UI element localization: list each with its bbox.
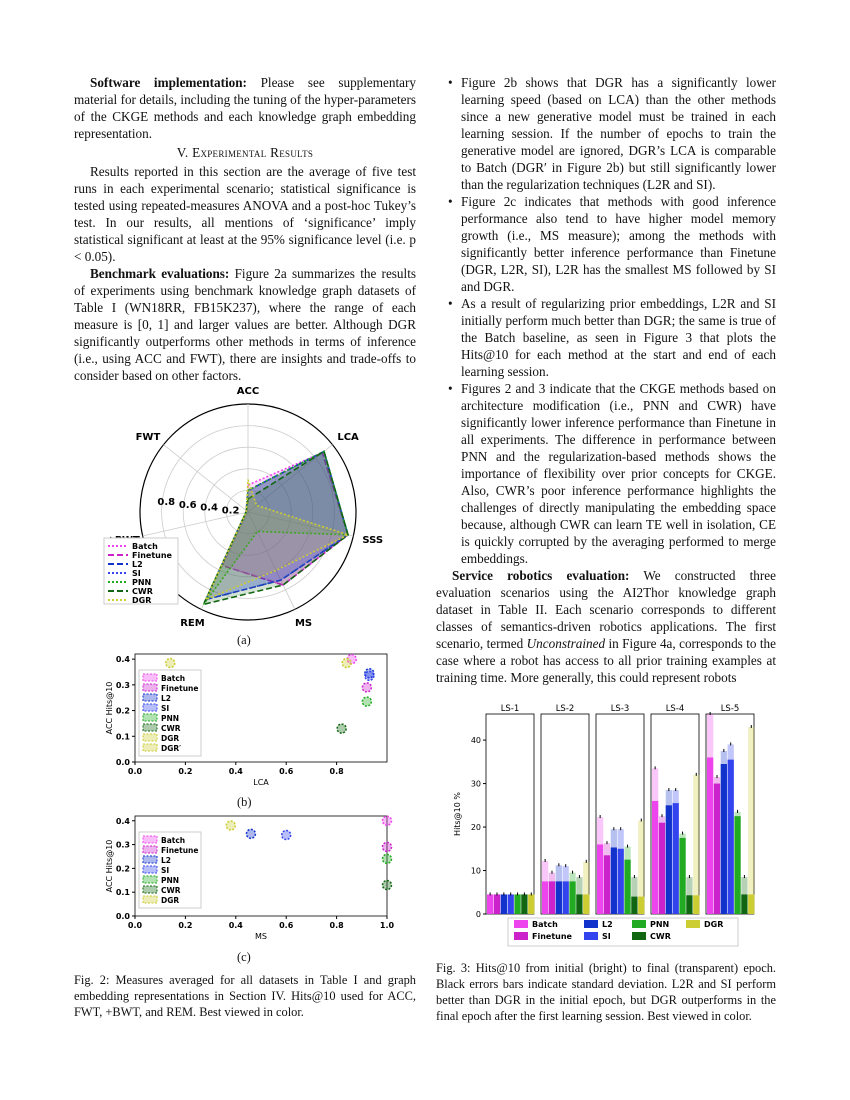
legend-swatch — [632, 920, 646, 928]
legend-label: CWR — [161, 886, 181, 895]
bar-final-si — [728, 760, 734, 914]
bar-final-dgr — [583, 894, 589, 914]
y-tick-label: 0.4 — [115, 816, 130, 826]
radar-axis-label: SSS — [362, 535, 384, 547]
radar-axis-label: MS — [294, 617, 313, 629]
fig2a-label: (a) — [237, 633, 251, 647]
bar-final-l2 — [556, 881, 562, 914]
radar-axis-label: REM — [180, 617, 205, 629]
radar-chart — [100, 370, 400, 632]
scatter-point-si — [365, 671, 374, 680]
radar-tick-label: 0.8 — [157, 497, 176, 509]
legend-label: SI — [161, 704, 170, 713]
bar-final-finetune — [494, 894, 500, 914]
robotics-paragraph — [436, 567, 776, 686]
x-tick-label: 0.8 — [329, 767, 344, 776]
fig3-caption: Fig. 3: Hits@10 from initial (bright) to final (transparent) epoch. Black errors bars indicate standard deviation. L2R and SI perform better than DGR in the initial epoch, but DGR outperforms in the final epoch after the first learning session. Best viewed in color. — [436, 961, 776, 1023]
legend-label: L2 — [161, 694, 171, 703]
radar-axis-label: ACC — [236, 386, 260, 397]
bar-final-dgr — [693, 895, 699, 914]
bar-final-si — [618, 849, 624, 914]
legend-swatch — [514, 932, 528, 940]
y-tick-label: 0.3 — [115, 680, 130, 690]
legend-label: PNN — [161, 714, 180, 723]
bar-final-finetune — [714, 784, 720, 914]
y-tick-label: 0 — [475, 910, 481, 919]
legend-label: DGR — [704, 920, 724, 929]
legend-label: DGR′ — [161, 744, 182, 753]
x-tick-label: 0.6 — [279, 767, 294, 776]
y-tick-label: 30 — [470, 779, 481, 789]
bar-final-pnn — [734, 816, 740, 914]
y-tick-label: 40 — [470, 736, 481, 746]
bar-final-l2 — [721, 764, 727, 914]
legend-label: Batch — [132, 542, 158, 551]
bar-final-pnn — [679, 838, 685, 914]
legend-swatch — [143, 734, 157, 741]
robotics-emphasis: Unconstrained — [526, 636, 606, 651]
legend-label: SI — [602, 932, 611, 941]
bar-final-batch — [707, 757, 713, 914]
legend-label: DGR — [161, 734, 180, 743]
legend-label: Batch — [532, 920, 558, 929]
bar-final-l2 — [611, 847, 617, 914]
radar-tick-label: 0.2 — [221, 505, 240, 517]
legend-swatch — [143, 674, 157, 681]
radar-axis-label: FWT — [135, 431, 161, 443]
scatter-point-cwr — [337, 724, 346, 733]
x-tick-label: 0.0 — [127, 921, 143, 930]
legend-swatch — [143, 724, 157, 731]
bar-final-dgr — [638, 897, 644, 914]
bullet-item: • Figures 2 and 3 indicate that the CKGE methods based on architecture modification (i.e., PNN and CWR) have significantly lower inference performance than Finetune in all experiments. The difference in performance between PNN and the regularization-based methods shows the importance of flexibility over prior concepts for CKGE. Also, CWR’s poor inference performance highlights the challenges of directly manipulating the embedding space because, although CWR can learn TE well in isolation, CE is quickly corrupted by the averaging performed to merge embeddings. — [436, 380, 776, 567]
bar-final-cwr — [521, 894, 527, 914]
legend-swatch — [143, 684, 157, 691]
bar-final-cwr — [631, 897, 637, 914]
bar-chart-hits — [450, 700, 760, 950]
section-heading: V. Experimental Results — [176, 145, 314, 160]
bar-final-dgr — [748, 894, 754, 914]
benchmark-heading: Benchmark evaluations: — [90, 266, 230, 281]
legend-label: DGR — [132, 596, 152, 605]
bar-final-cwr — [576, 894, 582, 914]
panel-title: LS-4 — [665, 704, 685, 714]
panel-title: LS-3 — [610, 704, 630, 714]
y-axis-label: ACC Hits@10 — [105, 839, 114, 893]
x-tick-label: 0.8 — [329, 921, 344, 930]
y-tick-label: 0.0 — [115, 912, 130, 921]
scatter-point-finetune — [383, 842, 392, 851]
legend-label: PNN — [161, 876, 180, 885]
radar-tick-label: 0.6 — [178, 499, 197, 511]
fig2-caption: Fig. 2: Measures averaged for all datasets in Table I and graph embedding representations in Section IV. Hits@10 used for ACC, FWT, +BWT, and REM. Best viewed in color. — [74, 973, 416, 1019]
y-axis-label: ACC Hits@10 — [105, 681, 114, 735]
y-tick-label: 0.0 — [115, 758, 130, 767]
legend-swatch — [632, 932, 646, 940]
legend-swatch — [143, 714, 157, 721]
bar-final-si — [673, 803, 679, 914]
scatter-legend — [139, 832, 201, 908]
legend-label: Finetune — [532, 932, 572, 941]
legend-label: L2 — [602, 920, 613, 929]
legend-label: SI — [132, 569, 141, 578]
y-tick-label: 0.1 — [115, 732, 130, 742]
legend-swatch — [686, 920, 700, 928]
scatter-point-dgr — [342, 659, 351, 668]
x-axis-label: LCA — [253, 778, 269, 787]
bar-final-batch — [652, 801, 658, 914]
legend-swatch — [143, 694, 157, 701]
bar-final-l2 — [501, 894, 507, 914]
legend-swatch — [143, 846, 157, 853]
legend-swatch — [143, 876, 157, 883]
y-tick-label: 0.1 — [115, 888, 130, 898]
x-tick-label: 0.0 — [127, 767, 143, 776]
legend-swatch — [143, 856, 157, 863]
legend-label: PNN — [650, 920, 670, 929]
scatter-point-si — [282, 831, 291, 840]
bar-final-dgr — [528, 894, 534, 914]
bar-final-cwr — [686, 895, 692, 914]
scatter-point-pnn — [362, 697, 371, 706]
scatter-point-cwr — [383, 881, 392, 890]
scatter-chart-lca — [100, 650, 400, 790]
robotics-heading: Service robotics evaluation: — [452, 568, 630, 583]
y-tick-label: 0.2 — [115, 864, 130, 874]
legend-label: PNN — [132, 578, 152, 587]
y-tick-label: 0.2 — [115, 706, 130, 716]
radar-axis-label: LCA — [337, 431, 359, 443]
legend-label: Batch — [161, 674, 186, 683]
bar-final-l2 — [666, 805, 672, 914]
legend-label: CWR — [650, 932, 671, 941]
robotics-body: We constructed three evaluation scenarios using the AI2Thor knowledge graph dataset in Table II. Each scenario corresponds to different classes of semantics-driven robotics applications. The first scenario, termed — [436, 568, 776, 651]
bar-final-finetune — [659, 823, 665, 914]
x-tick-label: 0.4 — [228, 921, 243, 930]
bullet-item: • Figure 2c indicates that methods with good inference performance also tend to have higher model memory growth (i.e., MS measure); among the methods with significantly better inference performance than Finetune (DGR, L2R, SI), L2R has the smallest MS followed by SI and DGR. — [436, 193, 776, 295]
scatter-chart-ms — [100, 812, 400, 947]
bar-final-batch — [597, 844, 603, 914]
software-impl-body: Please see supplementary material for details, including the tuning of the hyper-parameters of the CKGE methods and each knowledge graph embedding representation. — [74, 75, 416, 141]
legend-label: L2 — [132, 560, 143, 569]
bar-final-si — [563, 881, 569, 914]
bar-initial-dgr — [748, 727, 754, 914]
right-column — [436, 74, 776, 686]
scatter-point-finetune — [362, 683, 371, 692]
bar-final-batch — [542, 881, 548, 914]
y-axis-label: Hits@10 % — [453, 792, 462, 836]
bar-legend — [508, 918, 738, 946]
x-tick-label: 0.6 — [279, 921, 294, 930]
legend-swatch — [143, 836, 157, 843]
bar-final-pnn — [624, 860, 630, 914]
legend-label: SI — [161, 866, 170, 875]
legend-label: Finetune — [161, 846, 199, 855]
panel-title: LS-1 — [500, 704, 520, 714]
legend-swatch — [143, 866, 157, 873]
benchmark-body: Figure 2a summarizes the results of experiments using benchmark knowledge graph datasets of Table I (WN18RR, FB15K237), where the range of each measure is [0, 1] and larger values are better. Although DGR significantly outperforms other methods in terms of inference (i.e., using ACC and FWT), there are insights and trade-offs to consider based on other factors. — [74, 266, 416, 383]
x-tick-label: 1.0 — [379, 921, 395, 930]
y-tick-label: 0.4 — [115, 655, 130, 665]
legend-swatch — [514, 920, 528, 928]
x-tick-label: 0.2 — [178, 767, 193, 776]
benchmark-paragraph — [74, 265, 416, 384]
legend-swatch — [143, 896, 157, 903]
bar-final-batch — [487, 894, 493, 914]
bullet-item: • Figure 2b shows that DGR has a significantly lower learning speed (based on LCA) than the other methods since a new generative model must be trained in each learning session. If the number of epochs to train the generative model are ignored, DGR’s LCA is comparable to Batch (DGR′ in Figure 2b) but still significantly lower than the regularization techniques (L2R and SI). — [436, 74, 776, 193]
x-tick-label: 0.4 — [228, 767, 243, 776]
software-impl-paragraph — [74, 74, 416, 142]
scatter-point-dgr — [226, 821, 235, 830]
bar-final-pnn — [514, 894, 520, 914]
fig2b-label: (b) — [237, 795, 252, 809]
legend-label: Batch — [161, 836, 186, 845]
bar-final-cwr — [741, 894, 747, 914]
legend-label: Finetune — [161, 684, 199, 693]
bar-panel-frame — [486, 714, 534, 914]
legend-swatch — [143, 704, 157, 711]
software-impl-heading: Software implementation: — [90, 75, 247, 90]
robotics-body-tail: in Figure 4a, corresponds to the case where a robot has access to all prior training examples at training time. More generally, this could represent robots — [436, 636, 776, 685]
scatter-point-l2 — [246, 829, 255, 838]
radar-tick-label: 0.4 — [200, 502, 218, 514]
legend-label: L2 — [161, 856, 171, 865]
y-tick-label: 20 — [470, 823, 481, 833]
bar-initial-dgr — [693, 775, 699, 914]
legend-swatch — [143, 886, 157, 893]
legend-swatch — [584, 932, 598, 940]
legend-label: CWR — [161, 724, 181, 733]
left-column — [74, 74, 416, 384]
scatter-point-pnn — [383, 854, 392, 863]
results-paragraph: Results reported in this section are the average of five test runs in each experimental scenario; statistical significance is tested using repeated-measures ANOVA and a post-hoc Tukey’s test. In our results, all mentions of ‘significance’ imply statistical significant at least at the 95% significance level (i.e. p < 0.05). — [74, 164, 416, 264]
panel-title: LS-5 — [720, 704, 740, 714]
legend-swatch — [143, 744, 157, 751]
x-tick-label: 0.2 — [178, 921, 193, 930]
bar-final-pnn — [569, 881, 575, 914]
legend-label: CWR — [132, 587, 153, 596]
bullet-item: • As a result of regularizing prior embeddings, L2R and SI initially perform much better than DGR; the same is true of the Batch baseline, as seen in Figure 3 that plots the Hits@10 for each method at the start and end of each learning session. — [436, 295, 776, 380]
bar-final-finetune — [604, 855, 610, 914]
legend-label: DGR — [161, 896, 180, 905]
x-axis-label: MS — [255, 932, 267, 941]
bar-final-finetune — [549, 881, 555, 914]
fig2c-label: (c) — [237, 950, 251, 964]
y-tick-label: 10 — [470, 866, 481, 876]
findings-list — [436, 74, 776, 567]
scatter-point-batch — [383, 816, 392, 825]
scatter-legend — [139, 670, 201, 756]
y-tick-label: 0.3 — [115, 840, 130, 850]
legend-label: Finetune — [132, 551, 172, 560]
legend-swatch — [584, 920, 598, 928]
panel-title: LS-2 — [555, 704, 575, 714]
scatter-point-dgr — [166, 659, 175, 668]
bar-final-si — [508, 894, 514, 914]
radar-legend — [104, 538, 178, 605]
